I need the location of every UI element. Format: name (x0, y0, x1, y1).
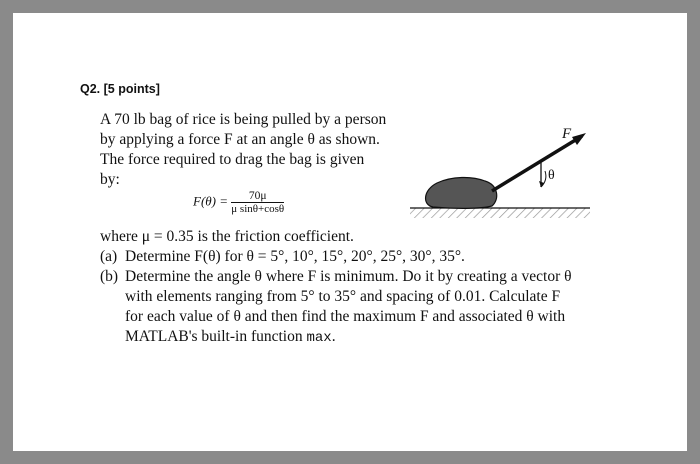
part-a-text: Determine F(θ) for θ = 5°, 10°, 15°, 20°, 25°, 30°, 35°. (125, 248, 465, 265)
part-b-line-4 (125, 327, 336, 348)
friction-line: where μ = 0.35 is the friction coefficient. (100, 228, 354, 245)
intro-line-4: by: (100, 171, 120, 188)
part-b-label: (b) (100, 268, 119, 285)
formula-denominator: μ sinθ+cosθ (231, 203, 285, 215)
formula-fraction (231, 190, 284, 215)
intro-line-2: by applying a force F at an angle θ as shown. (100, 131, 380, 148)
formula-lhs: F(θ) = (193, 193, 229, 209)
question-heading: Q2. [5 points] (80, 82, 160, 96)
force-arrow-head (572, 133, 586, 145)
part-b-line-1: Determine the angle θ where F is minimum. Do it by creating a vector θ (125, 268, 572, 285)
rice-bag-diagram (400, 113, 600, 228)
part-b-line-2: with elements ranging from 5° to 35° and spacing of 0.01. Calculate F (125, 288, 561, 305)
formula-numerator: 70μ (231, 190, 284, 203)
intro-line-3: The force required to drag the bag is given (100, 151, 365, 168)
ground-hatching (410, 208, 590, 218)
force-label: F (562, 126, 572, 142)
force-arrow-shaft (492, 136, 582, 191)
part-a-label: (a) (100, 248, 118, 265)
part-b-line-4-suffix: . (331, 328, 336, 345)
force-formula (193, 190, 284, 215)
function-name: max (306, 330, 332, 346)
part-b-line-4-prefix: MATLAB's built-in function (125, 328, 307, 345)
intro-line-1: A 70 lb bag of rice is being pulled by a person (100, 111, 387, 128)
rice-bag (426, 177, 497, 208)
angle-label: θ (548, 168, 555, 183)
part-b-line-3: for each value of θ and then find the maximum F and associated θ with (125, 308, 566, 325)
